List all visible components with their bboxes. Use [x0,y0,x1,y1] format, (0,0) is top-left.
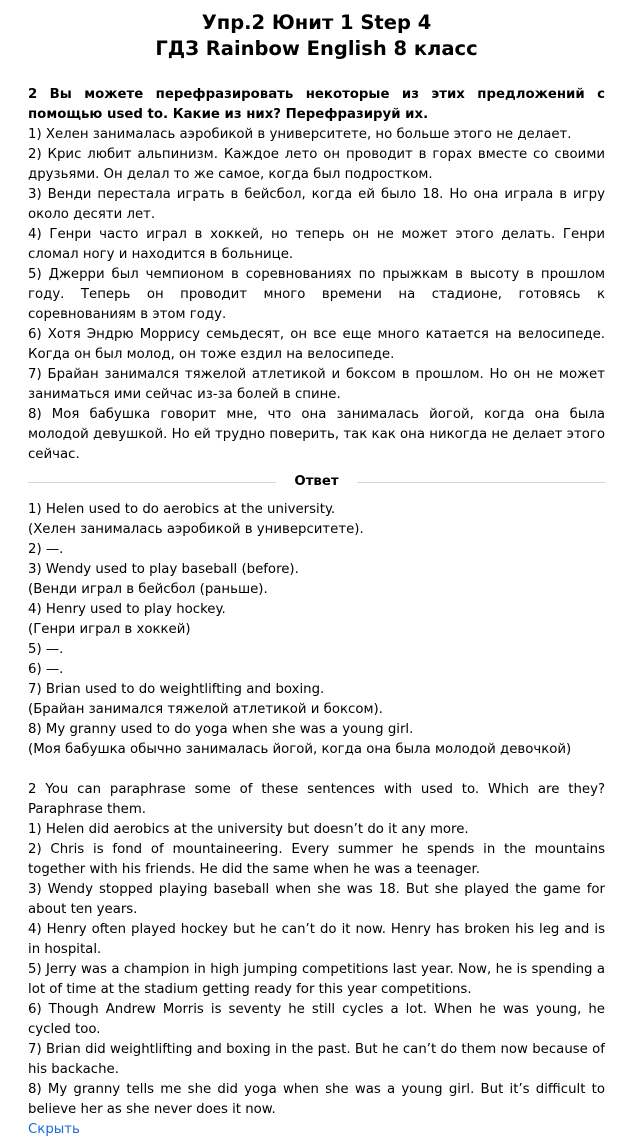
page-title [0,0,633,62]
answers-block [28,500,605,760]
task-block-english [28,780,605,1140]
answer-label: Ответ [294,474,339,489]
english-item-8: 8) My granny tells me she did yoga when she was a young girl. But it’s difficult to believe her as she never does it now. [28,1082,605,1117]
task-heading-english: 2 You can paraphrase some of these sentences with used to. Which are they? Paraphrase them. [28,782,605,817]
answer-line-8: 5) —. [28,642,64,657]
english-item-7: 7) Brian did weightlifting and boxing in the past. But he can’t do them now because of his backache. [28,1042,605,1077]
divider-line-right [357,482,605,483]
answer-line-10: 7) Brian used to do weightlifting and boxing. [28,682,325,697]
task-item-6: 6) Хотя Эндрю Моррису семьдесят, он все еще много катается на велосипеде. Когда он был молод, он тоже ездил на велосипеде. [28,327,605,362]
answer-line-3: 2) —. [28,542,64,557]
english-item-6: 6) Though Andrew Morris is seventy he still cycles a lot. When he was young, he cycled too. [28,1002,605,1037]
content [0,85,633,1140]
answer-line-6: 4) Henry used to play hockey. [28,602,226,617]
english-item-1: 1) Helen did aerobics at the university but doesn’t do it any more. [28,822,469,837]
task-item-1: 1) Хелен занималась аэробикой в университете, но больше этого не делает. [28,127,572,142]
task-item-7: 7) Брайан занимался тяжелой атлетикой и боксом в прошлом. Но он не может заниматься ими сейчас из-за болей в спине. [28,367,605,402]
answer-line-11: (Брайан занимался тяжелой атлетикой и боксом). [28,702,383,717]
hide-link[interactable]: Скрыть [28,1122,80,1137]
title-line-1: Упр.2 Юнит 1 Step 4 [201,11,432,34]
answer-line-12: 8) My granny used to do yoga when she was a young girl. [28,722,414,737]
answer-line-7: (Генри играл в хоккей) [28,622,191,637]
task-block-russian [28,85,605,465]
english-item-2: 2) Chris is fond of mountaineering. Every summer he spends in the mountains together with his friends. He did the same when he was a teenager. [28,842,605,877]
english-item-5: 5) Jerry was a champion in high jumping competitions last year. Now, he is spending a lot of time at the stadium getting ready for this year competitions. [28,962,605,997]
answer-line-13: (Моя бабушка обычно занималась йогой, когда она была молодой девочкой) [28,742,572,757]
answer-line-9: 6) —. [28,662,64,677]
task-item-2: 2) Крис любит альпинизм. Каждое лето он проводит в горах вместе со своими друзьями. Он делал то же самое, когда был подростком. [28,147,605,182]
divider-line-left [28,482,276,483]
answer-divider [28,472,605,492]
task-item-5: 5) Джерри был чемпионом в соревнованиях по прыжкам в высоту в прошлом году. Теперь он проводит много времени на стадионе, готовясь к соревнованиям в этом году. [28,267,605,322]
task-item-8: 8) Моя бабушка говорит мне, что она занималась йогой, когда она была молодой девушкой. Но ей трудно поверить, так как она никогда не делает этого сейчас. [28,407,605,462]
english-item-3: 3) Wendy stopped playing baseball when she was 18. But she played the game for about ten years. [28,882,605,917]
answer-line-1: 1) Helen used to do aerobics at the university. [28,502,336,517]
task-heading-russian: 2 Вы можете перефразировать некоторые из этих предложений с помощью used to. Какие из них? Перефразируй их. [28,87,605,122]
task-item-4: 4) Генри часто играл в хоккей, но теперь он не может этого делать. Генри сломал ногу и находится в больнице. [28,227,605,262]
answer-line-4: 3) Wendy used to play baseball (before). [28,562,299,577]
english-item-4: 4) Henry often played hockey but he can’t do it now. Henry has broken his leg and is in hospital. [28,922,605,957]
title-line-2: ГДЗ Rainbow English 8 класс [155,37,478,60]
answer-line-5: (Венди играл в бейсбол (раньше). [28,582,268,597]
task-item-3: 3) Венди перестала играть в бейсбол, когда ей было 18. Но она играла в игру около десяти лет. [28,187,605,222]
answer-line-2: (Хелен занималась аэробикой в университете). [28,522,364,537]
